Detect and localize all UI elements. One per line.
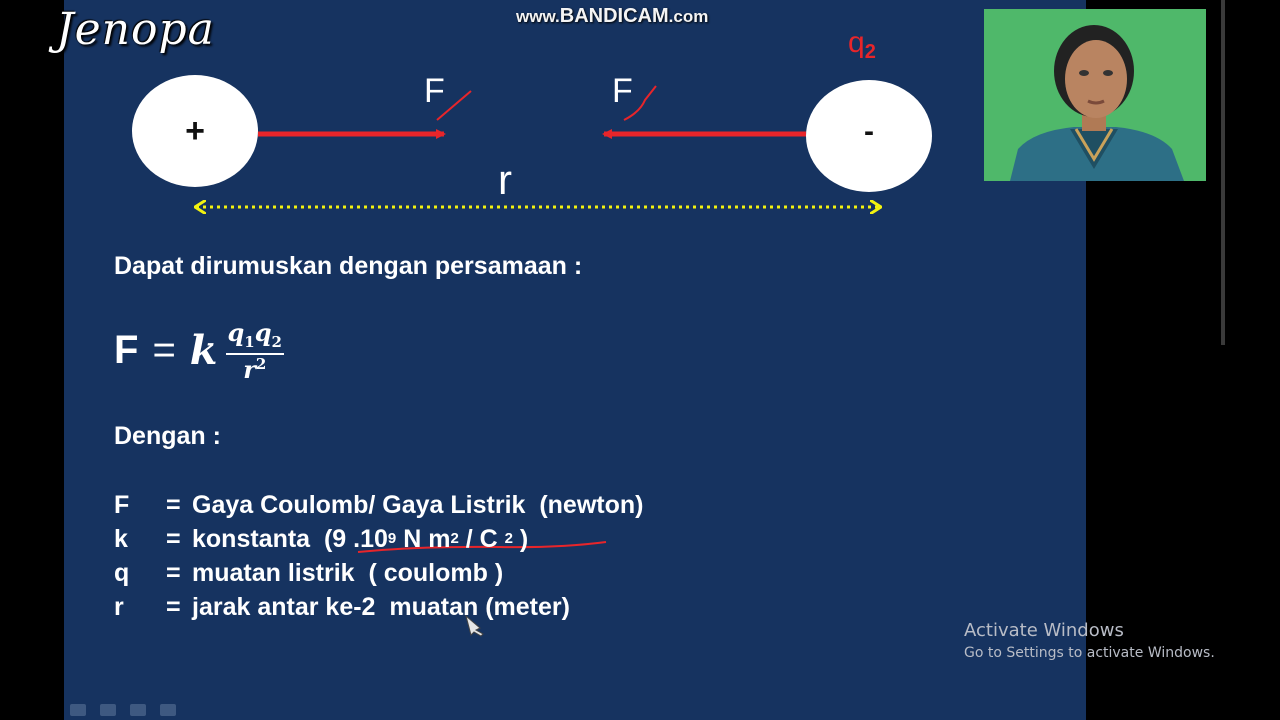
definition-row bbox=[114, 590, 643, 624]
channel-logo: Jenopa bbox=[56, 4, 215, 55]
definition-symbol: r bbox=[114, 593, 124, 621]
formula-numerator bbox=[226, 318, 284, 355]
definition-equals: = bbox=[166, 525, 181, 553]
denominator-r: r bbox=[243, 354, 256, 384]
numerator-sub2: 2 bbox=[271, 332, 282, 351]
right-edge-bar bbox=[1221, 0, 1225, 345]
intro-text: Dapat dirumuskan dengan persamaan : bbox=[114, 252, 583, 280]
definition-text-c: / C bbox=[458, 525, 505, 553]
definition-sup-1: 9 bbox=[387, 530, 397, 547]
definition-text-d: ) bbox=[512, 525, 529, 553]
definition-row bbox=[114, 522, 643, 556]
force-label-2: F bbox=[612, 72, 633, 110]
next-slide-icon[interactable] bbox=[160, 704, 176, 716]
charge2-name: q bbox=[848, 26, 865, 59]
definition-sup-3: 2 bbox=[504, 530, 513, 547]
definition-text-b: N m bbox=[396, 525, 451, 553]
definition-symbol: k bbox=[114, 525, 128, 553]
distance-label: r bbox=[498, 156, 512, 203]
definition-equals: = bbox=[166, 491, 181, 519]
definition-symbol: q bbox=[114, 559, 130, 587]
webcam-overlay bbox=[984, 9, 1206, 181]
slideshow-controls bbox=[70, 704, 176, 716]
formula-constant: k bbox=[189, 327, 218, 375]
definition-sup-2: 2 bbox=[450, 530, 459, 547]
positive-charge-symbol: + bbox=[185, 111, 205, 150]
definition-row bbox=[114, 488, 643, 522]
activate-windows-subtitle: Go to Settings to activate Windows. bbox=[964, 645, 1215, 661]
negative-charge bbox=[806, 80, 932, 192]
definition-text: jarak antar ke-2 muatan (meter) bbox=[192, 593, 570, 621]
formula-denominator bbox=[243, 355, 266, 384]
watermark-brand: BANDICAM bbox=[559, 5, 669, 27]
definitions-list bbox=[114, 488, 643, 624]
charge2-label bbox=[848, 26, 876, 64]
definition-equals: = bbox=[166, 559, 181, 587]
formula-lhs: F bbox=[114, 328, 139, 373]
charge2-subscript: 2 bbox=[864, 41, 876, 63]
coulomb-formula bbox=[114, 318, 284, 384]
activate-windows-notice bbox=[964, 620, 1215, 661]
activate-windows-title: Activate Windows bbox=[964, 620, 1124, 641]
denominator-sup: 2 bbox=[255, 354, 267, 373]
watermark-prefix: www. bbox=[516, 7, 560, 26]
positive-charge bbox=[132, 75, 258, 187]
formula-equals: = bbox=[152, 328, 176, 373]
watermark-suffix: .com bbox=[668, 7, 709, 26]
presenter-video bbox=[984, 9, 1206, 181]
definition-text-a: konstanta (9 .10 bbox=[192, 525, 388, 553]
force-label-1: F bbox=[424, 72, 445, 110]
formula-fraction bbox=[226, 318, 284, 384]
numerator-q1: q bbox=[227, 318, 245, 347]
negative-charge-symbol: - bbox=[864, 115, 874, 148]
definition-text: muatan listrik ( coulomb ) bbox=[192, 559, 504, 587]
numerator-sub1: 1 bbox=[244, 332, 255, 351]
dengan-heading: Dengan : bbox=[114, 422, 221, 450]
definition-equals: = bbox=[166, 593, 181, 621]
definition-symbol: F bbox=[114, 491, 130, 519]
definition-row bbox=[114, 556, 643, 590]
slide-menu-icon[interactable] bbox=[130, 704, 146, 716]
prev-slide-icon[interactable] bbox=[70, 704, 86, 716]
definition-text: Gaya Coulomb/ Gaya Listrik (newton) bbox=[192, 491, 644, 519]
numerator-q2: q bbox=[254, 318, 272, 347]
pen-tool-icon[interactable] bbox=[100, 704, 116, 716]
